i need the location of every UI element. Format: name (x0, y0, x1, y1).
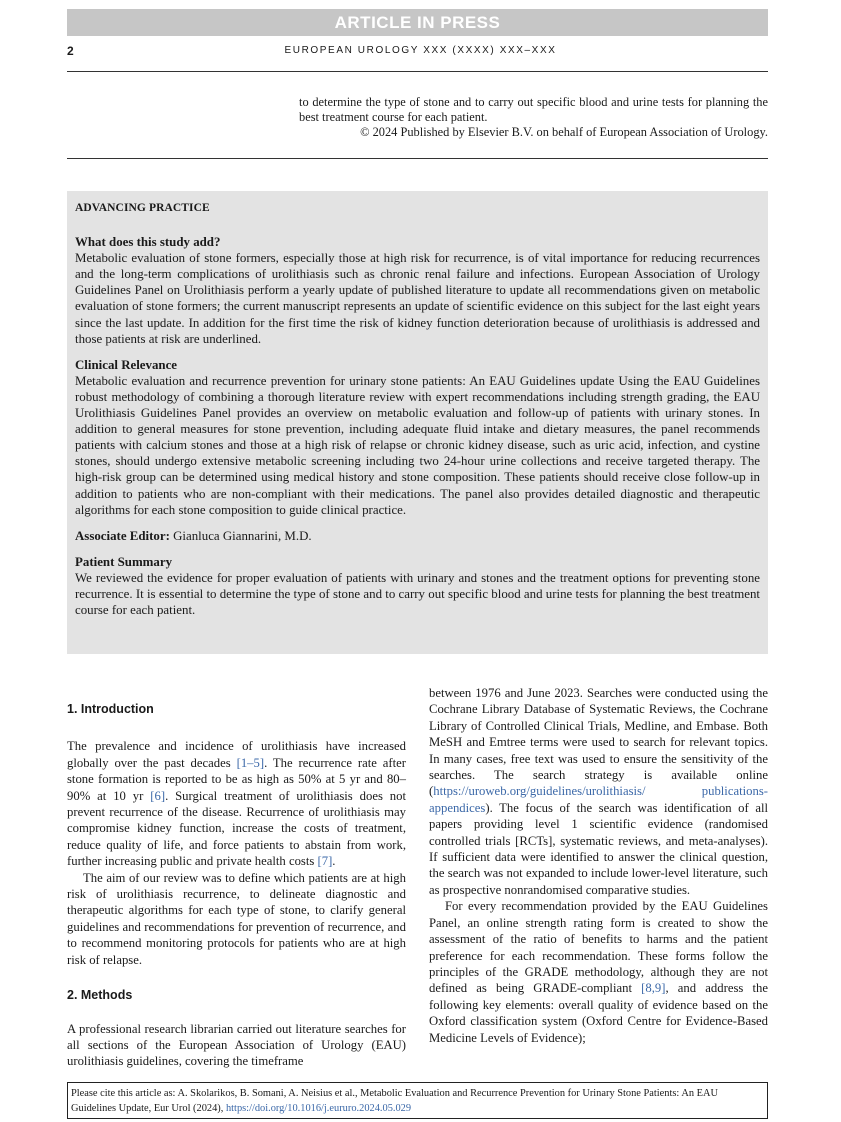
reference-link[interactable]: [1–5] (236, 755, 265, 770)
methods-heading: 2. Methods (67, 988, 133, 1003)
study-add-text: Metabolic evaluation of stone formers, especially those at high risk for recurrence, is of vital importance for reducing recurrences and the long-term complications of urolithiasis such as chronic renal failure and infections. European Association of Urology Guidelines Panel on Urolithiasis perform a yearly update of published literature to update all recommendations given on metabolic evaluation of stone formers; the current manuscript represents an update of scientific evidence on this subject for the last eight years since the last update. In addition for the first time the risk of kidney function deterioration because of urolithiasis is addressed and those patients at risk are underlined. (75, 251, 760, 346)
reference-link[interactable]: [6] (150, 788, 166, 803)
reference-link[interactable]: [7] (317, 854, 333, 869)
introduction-paragraph-2: The aim of our review was to define which patients are at high risk of urolithiasis recurrence, to delineate diagnostic and therapeutic algorithms for each type of stone, to clarify general guidelines and recommendations for prevention of recurrence, and to recommend monitoring protocols for patients who are at high risk of relapse. (67, 870, 406, 967)
associate-editor-name: Gianluca Giannarini, M.D. (173, 528, 312, 543)
associate-editor-label: Associate Editor: (75, 528, 170, 543)
methods-paragraph-1: A professional research librarian carried out literature searches for all sections of the European Association of Urology (EAU) urolithiasis guidelines, covering the timeframe (67, 1021, 406, 1069)
reference-link[interactable]: [8,9] (641, 981, 666, 996)
intro-text-a: The prevalence and incidence of urolithiasis have increased globally over the past decades (67, 739, 406, 770)
copyright-line: © 2024 Published by Elsevier B.V. on behalf of European Association of Urology. (360, 125, 768, 139)
advancing-practice-box (67, 191, 768, 654)
article-in-press-banner: ARTICLE IN PRESS (67, 9, 768, 36)
intro-text-b: . The recurrence rate after stone formation is reported to be as high as 50% at 5 yr and 80–90% at 10 yr (67, 755, 407, 803)
methods-text-c: For every recommendation provided by the EAU Guidelines Panel, an online strength rating form is created to show the assessment of the ratio of benefits to harms and the patient preference for each recommendation. These forms follow the principles of the GRADE methodology, although they are not defined as being GRADE-compliant (429, 899, 768, 996)
search-strategy-link[interactable]: https://uroweb.org/guidelines/urolithiasis/ publications-appendices (429, 784, 768, 815)
citation-footer (67, 1082, 768, 1119)
methods-paragraph-2 (429, 898, 768, 1046)
clinical-relevance-text: Metabolic evaluation and recurrence prevention for urinary stone patients: An EAU Guidelines update Using the EAU Guidelines robust methodology of combining a thorough literature review with expert recommendations including strength grading, the EAU Urolithiasis Guidelines Panel provides an overview on metabolic evaluation and follow-up of patients with urinary stones. In addition to general measures for stone prevention, including adequate fluid intake and dietary measures, the panel recommends patients with calcium stones and those at a high risk of relapse or chronic kidney disease, such as uric acid, infection, and cystine stones, should undergo extensive metabolic screening including two 24-hour urine collections and receive targeted therapy. The high-risk group can be determined using medical history and stone composition. These patients should receive close follow-up in addition to patients who are non-compliant with their medications. The panel also provides detailed diagnostic and therapeutic algorithms for each stone composition to guide clinical practice. (75, 373, 760, 517)
abstract-tail (299, 95, 768, 140)
journal-header: EUROPEAN UROLOGY XXX (XXXX) XXX–XXX (284, 45, 557, 56)
abstract-tail-text: to determine the type of stone and to carry out specific blood and urine tests for planning the best treatment course for each patient. (299, 95, 768, 124)
clinical-relevance-section (75, 357, 760, 518)
patient-summary-text: We reviewed the evidence for proper evaluation of patients with urinary and stones and the treatment options for preventing stone recurrence. It is essential to determine the type of stone and to carry out specific blood and urine tests for planning the best treatment course for each patient. (75, 570, 760, 618)
intro-text-c: . Surgical treatment of urolithiasis does not prevent recurrence of the disease. Recurrence of urolithiasis may compromise kidney function, increase the costs of treatment, reduce quality of life, and force patients to abstain from work, further increasing public and private health costs (67, 788, 406, 869)
methods-text-b: ). The focus of the search was identification of all papers providing level 1 scientific evidence (randomised controlled trials [RCTs], systematic reviews, and meta-analyses). If sufficient data were identified to answer the clinical question, the search was not expanded to include lower-level literature, such as prospective nonrandomised comparative studies. (429, 800, 768, 897)
citation-text: Please cite this article as: A. Skolarikos, B. Somani, A. Neisius et al., Metabolic Evaluation and Recurrence Prevention for Urinary Stone Patients: An EAU Guidelines Update, Eur Urol (2024), (71, 1088, 718, 1114)
introduction-paragraph-1 (67, 738, 406, 869)
associate-editor (75, 528, 760, 544)
study-add-section (75, 234, 760, 347)
abstract-rule (67, 158, 768, 159)
study-add-heading: What does this study add? (75, 235, 221, 250)
advancing-practice-heading: ADVANCING PRACTICE (75, 202, 210, 214)
left-column (67, 684, 406, 1070)
methods-paragraph-1-continued (429, 685, 768, 898)
header-rule (67, 71, 768, 72)
right-column (429, 685, 768, 1046)
intro-text-d: . (332, 854, 336, 869)
clinical-relevance-heading: Clinical Relevance (75, 357, 178, 372)
patient-summary-section (75, 554, 760, 618)
page-number: 2 (67, 44, 74, 58)
methods-text-d: , and address the following key elements: overall quality of evidence based on the Oxford classification system (Oxford Centre for Evidence-Based Medicine Levels of Evidence); (429, 981, 768, 1045)
patient-summary-heading: Patient Summary (75, 554, 173, 569)
doi-link[interactable]: https://doi.org/10.1016/j.eururo.2024.05.029 (225, 1102, 412, 1114)
methods-text-a: between 1976 and June 2023. Searches were conducted using the Cochrane Library Database of Systematic Reviews, the Cochrane Library of Controlled Clinical Trials, Medline, and Embase. Both MeSH and Emtree terms were used to search for relevant topics. In many cases, free text was used to ensure the sensitivity of the searches. The search strategy is available online ( (429, 686, 768, 799)
introduction-heading: 1. Introduction (67, 702, 154, 716)
